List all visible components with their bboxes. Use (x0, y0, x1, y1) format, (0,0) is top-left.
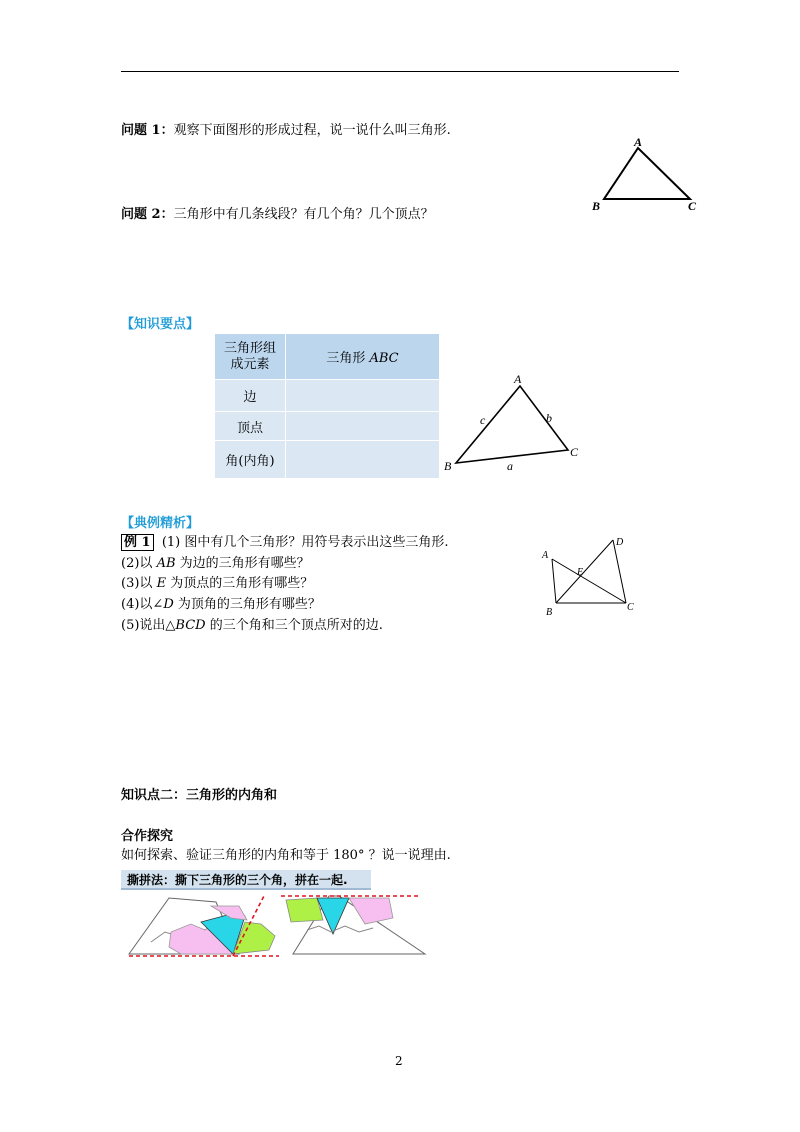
table-cell-empty (286, 412, 440, 441)
segment-bd (556, 540, 613, 603)
question-1-label: 问题 1： (121, 123, 174, 138)
vertex-label-d: D (616, 537, 624, 548)
vertex-label-b: B (546, 607, 553, 618)
segment-ac (552, 559, 626, 603)
table-row-label: 顶点 (215, 412, 286, 441)
triangle-abc-shape (604, 148, 690, 199)
table-row-label: 角(内角) (215, 441, 286, 479)
knowledge-point-2-heading: 知识点二：三角形的内角和 (121, 788, 278, 803)
example-1-q4: (4)以∠D 为顶角的三角形有哪些？ (121, 597, 321, 612)
triangle-elements-table (214, 333, 440, 479)
vertex-label-e: E (577, 567, 584, 578)
header-rule (121, 71, 679, 72)
green-piece (286, 898, 323, 922)
example-1-label: 例 1 (121, 534, 154, 551)
example-1-q1: 例 1 (1) 图中有几个三角形？用符号表示出这些三角形. (121, 534, 449, 552)
example-1-q5: (5)说出△BCD 的三个角和三个顶点所对的边. (121, 618, 383, 633)
illustration-right (281, 896, 425, 954)
vertex-label-b: B (444, 459, 452, 473)
question-2-text: 三角形中有几条线段？有几个角？几个顶点？ (173, 207, 434, 222)
vertex-label-a: A (514, 372, 522, 386)
vertex-label-a: A (634, 135, 643, 149)
table-cell-empty (286, 441, 440, 479)
side-label-c: c (480, 413, 486, 427)
triangle-figure-2 (440, 368, 590, 478)
vertex-label-c: C (570, 445, 579, 459)
vertex-label-c: C (688, 199, 697, 213)
page-number: 2 (395, 1054, 403, 1068)
question-2 (121, 206, 434, 224)
example-1-q2: (2)以 AB 为边的三角形有哪些？ (121, 556, 310, 571)
question-1 (121, 122, 451, 140)
side-label-b: b (546, 411, 552, 425)
example-1-q3: (3)以 E 为顶点的三角形有哪些？ (121, 576, 314, 591)
section-knowledge-heading: 【知识要点】 (121, 317, 200, 332)
vertex-label-b: B (592, 199, 601, 213)
tear-method-banner: 撕拼法：撕下三角形的三个角，拼在一起. (121, 870, 371, 890)
cooperation-title: 合作探究 (121, 829, 174, 844)
segment-cd (613, 540, 626, 603)
triangle-figure-1 (590, 135, 710, 215)
vertex-label-c: C (627, 602, 634, 613)
question-1-text: 观察下面图形的形成过程，说一说什么叫三角形. (173, 123, 451, 138)
side-label-a: a (507, 459, 513, 473)
cooperation-text: 如何探索、验证三角形的内角和等于 180° ？说一说理由. (121, 848, 451, 863)
section-examples-heading: 【典例精析】 (121, 516, 200, 531)
vertex-label-a: A (542, 550, 549, 561)
angle-sum-illustration (121, 892, 431, 964)
illustration-left (129, 894, 279, 956)
table-header-left: 三角形组 成元素 (215, 334, 286, 380)
table-header-right: 三角形 ABC (286, 334, 440, 380)
table-row-label: 边 (215, 380, 286, 412)
question-2-label: 问题 2： (121, 207, 174, 222)
table-cell-empty (286, 380, 440, 412)
segment-ab (552, 559, 556, 603)
example-1-figure (530, 530, 650, 625)
